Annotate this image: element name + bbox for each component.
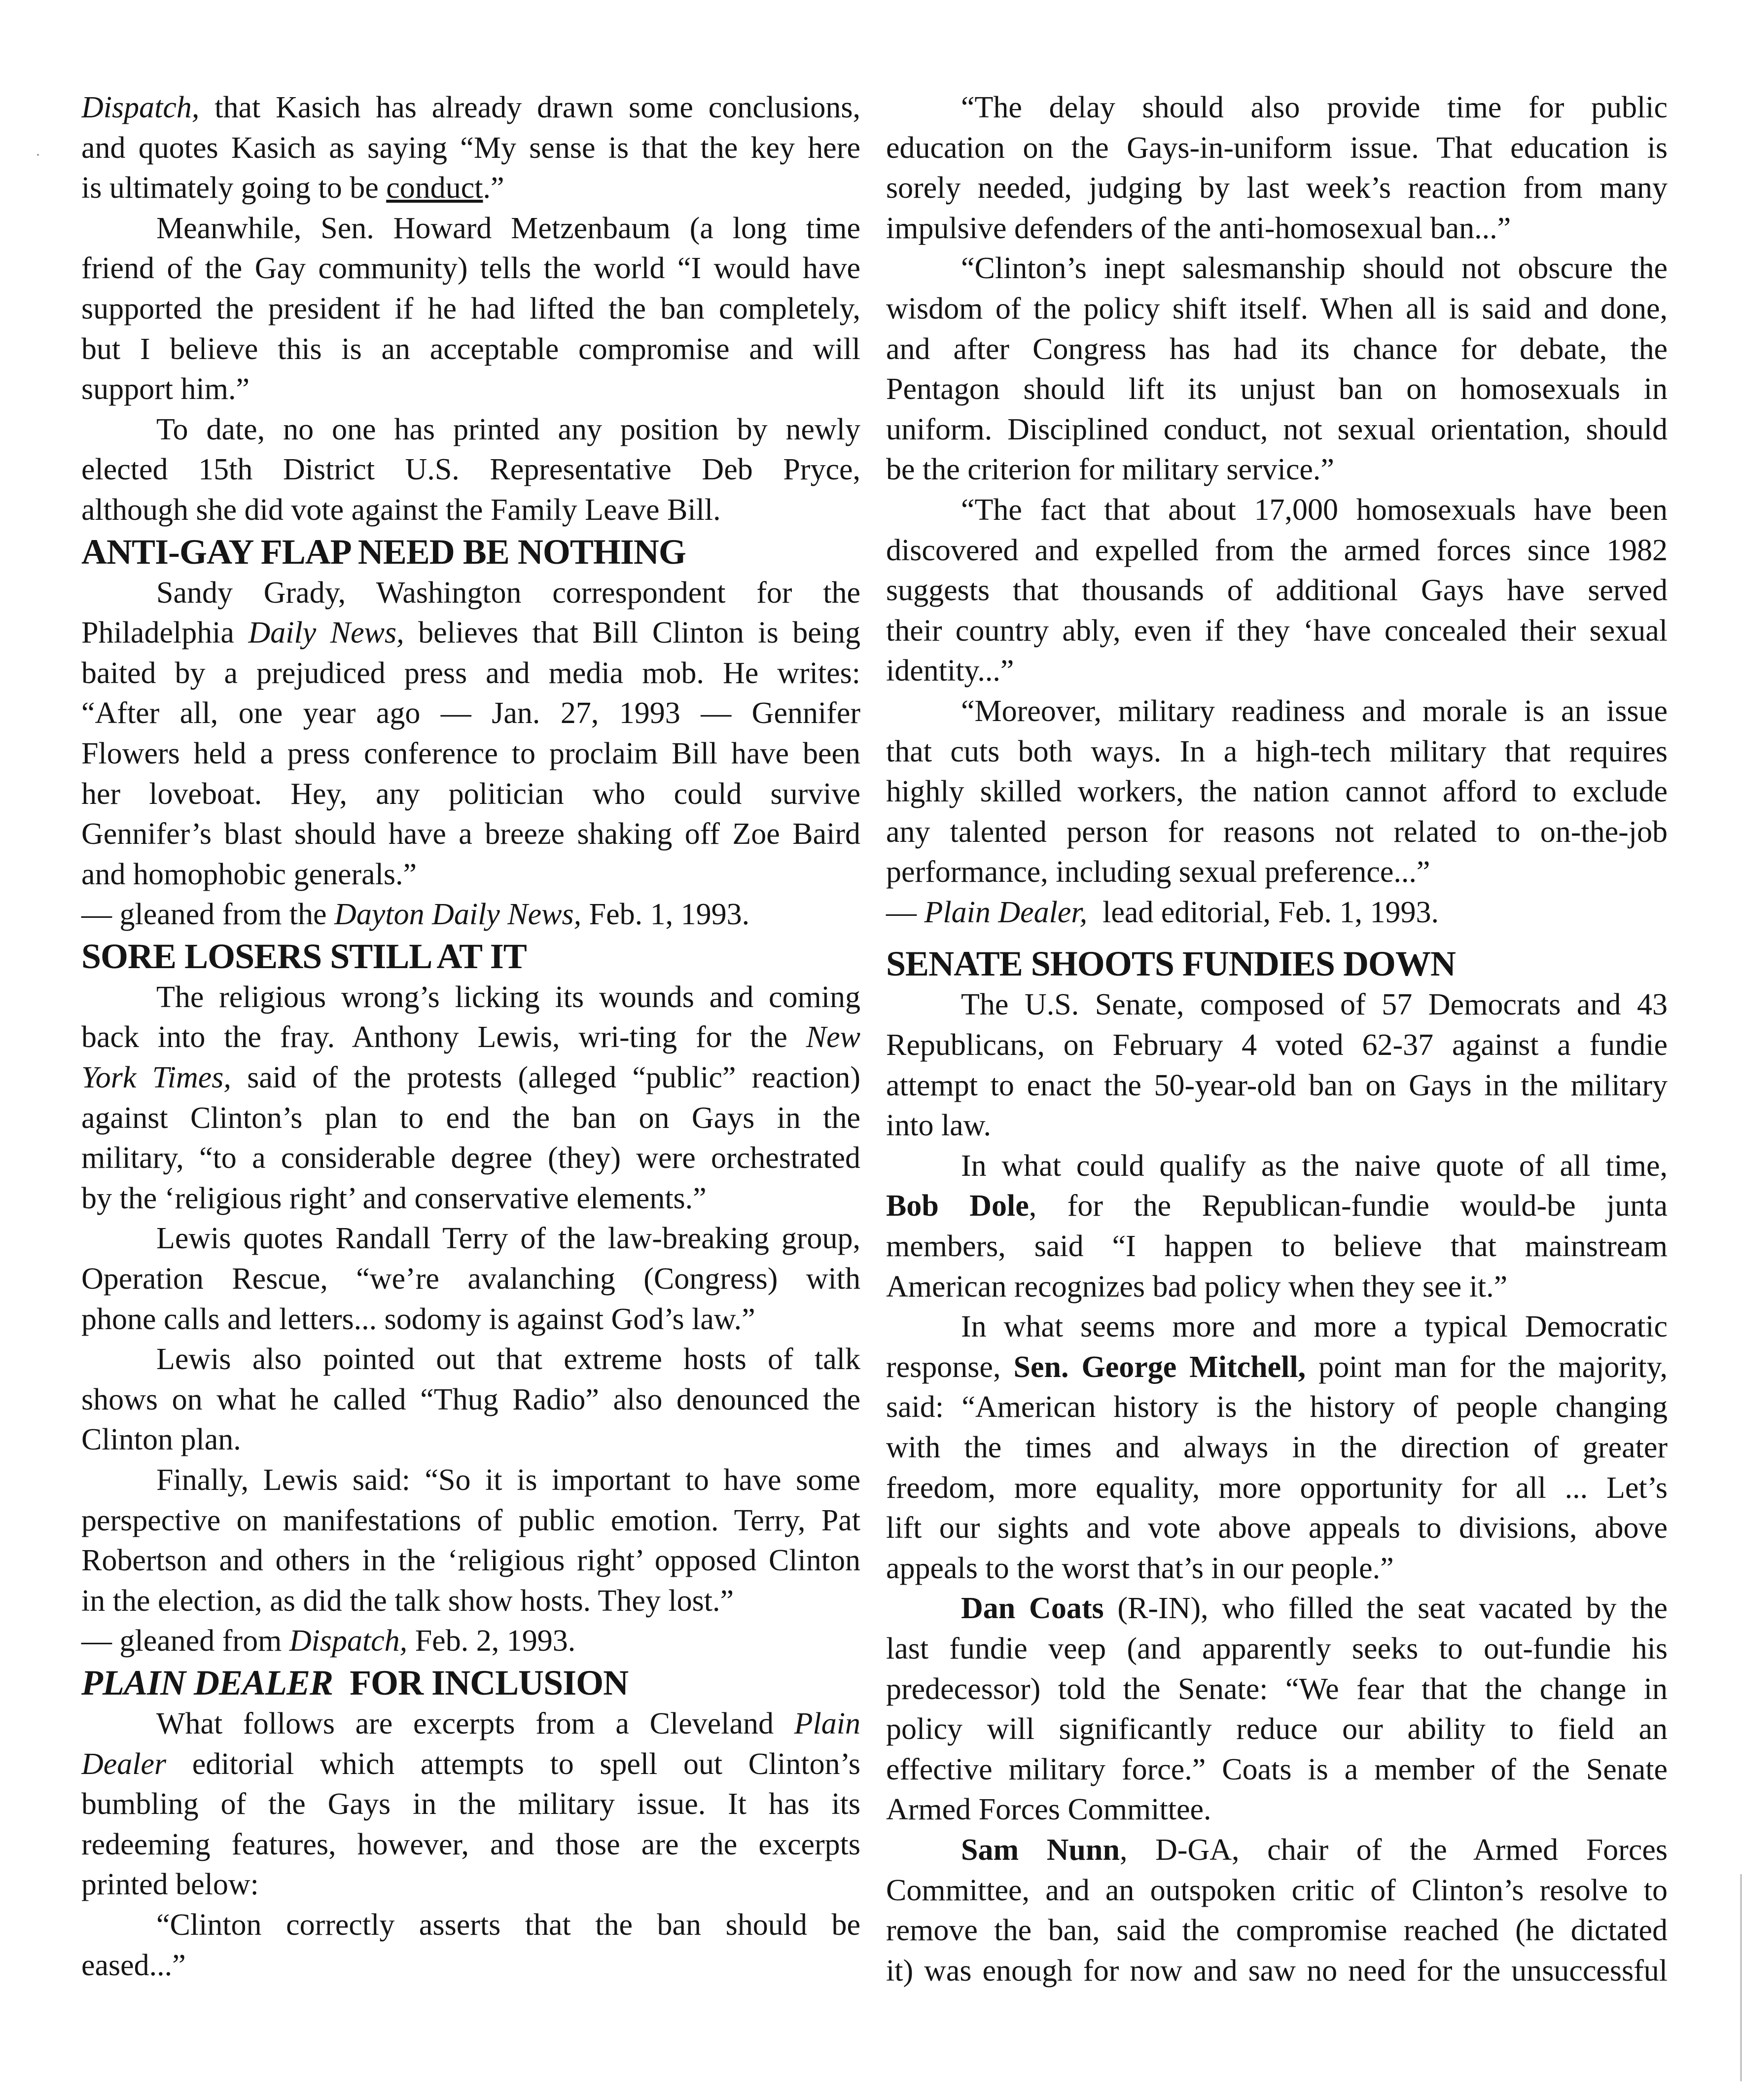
text-line: effective military force.” Coats is a member of the Senate — [886, 1752, 1668, 1786]
text-fragment: What follows are excerpts from a Cleveland — [156, 1706, 794, 1740]
text-line — [886, 1347, 1668, 1388]
text-line — [81, 1744, 860, 1785]
text-fragment: is ultimately going to be — [81, 171, 387, 205]
text-fragment: point man for the majority, — [1306, 1350, 1668, 1384]
person-name: Bob Dole — [886, 1189, 1029, 1223]
publication-name: Plain Dealer, — [924, 895, 1088, 929]
section-heading — [81, 1662, 860, 1704]
text-line: policy will significantly reduce our ability to field an — [886, 1712, 1668, 1746]
text-fragment: .” — [483, 171, 504, 205]
scan-edge-shadow — [1740, 1874, 1742, 2081]
text-line: In what could qualify as the naive quote of all time, — [961, 1149, 1668, 1183]
text-line: bumbling of the Gays in the military issue. It has its — [81, 1787, 860, 1821]
text-fragment: Feb. 1, 1993. — [581, 898, 750, 932]
text-line: discovered and expelled from the armed forces since 1982 — [886, 533, 1668, 567]
text-line: shows on what he called “Thug Radio” also denounced the — [81, 1382, 860, 1416]
text-line — [81, 168, 860, 209]
text-line — [886, 1589, 1668, 1629]
text-line: “After all, one year ago — Jan. 27, 1993 — Gennifer — [81, 696, 860, 730]
text-line: eased...” — [81, 1948, 186, 1982]
text-line: perspective on manifestations of public emotion. Terry, Pat — [81, 1503, 860, 1537]
text-line: “Moreover, military readiness and morale is an issue — [961, 694, 1668, 728]
section-heading: SORE LOSERS STILL AT IT — [81, 936, 527, 976]
text-line — [81, 1017, 860, 1058]
publication-name: York Times, — [81, 1061, 231, 1095]
text-line: support him.” — [81, 372, 249, 406]
text-line: “Clinton correctly asserts that the ban should be — [156, 1908, 860, 1942]
text-fragment: believes that Bill Clinton is being — [404, 616, 860, 650]
text-line: lift our sights and vote above appeals to divisions, above — [886, 1511, 1668, 1545]
text-fragment: editorial which attempts to spell out Clinton’s — [166, 1747, 860, 1781]
text-line: printed below: — [81, 1868, 259, 1902]
text-line: The U.S. Senate, composed of 57 Democrats and 43 — [961, 988, 1668, 1022]
text-line: Committee, and an outspoken critic of Clinton’s resolve to — [886, 1873, 1668, 1907]
text-fragment: back into the fray. Anthony Lewis, wri-ting for the — [81, 1020, 806, 1054]
text-line: performance, including sexual preference...” — [886, 855, 1430, 889]
publication-name: Daily News, — [248, 616, 404, 650]
text-line: “The delay should also provide time for public — [961, 91, 1668, 124]
left-column — [81, 88, 860, 1986]
text-line: To date, no one has printed any position by newly — [156, 412, 860, 446]
text-line: and homophobic generals.” — [81, 857, 417, 891]
heading-text: FOR INCLUSION — [333, 1663, 629, 1702]
text-line: “Clinton’s inept salesmanship should not obscure the — [961, 252, 1668, 286]
text-line: it) was enough for now and saw no need for the unsuccessful — [886, 1954, 1668, 1988]
text-line: elected 15th District U.S. Representative Deb Pryce, — [81, 453, 860, 487]
text-line — [81, 1058, 860, 1098]
publication-name: Dispatch, — [81, 91, 200, 124]
text-line: Robertson and others in the ‘religious right’ opposed Clinton — [81, 1544, 860, 1578]
section-heading: ANTI-GAY FLAP NEED BE NOTHING — [81, 532, 686, 572]
text-line: predecessor) told the Senate: “We fear that the change in — [886, 1672, 1668, 1706]
text-fragment: Feb. 2, 1993. — [407, 1624, 576, 1658]
text-line: friend of the Gay community) tells the world “I would have — [81, 252, 860, 286]
publication-name: Dealer — [81, 1747, 167, 1781]
text-line: Finally, Lewis said: “So it is important to have some — [156, 1463, 860, 1497]
text-line: In what seems more and more a typical Democratic — [961, 1310, 1668, 1344]
text-line: attempt to enact the 50-year-old ban on Gays in the military — [886, 1068, 1668, 1102]
text-line: education on the Gays-in-uniform issue. That education is — [886, 131, 1668, 165]
text-line: supported the president if he had lifted the ban completely, — [81, 291, 860, 326]
text-line: Gennifer’s blast should have a breeze shaking off Zoe Baird — [81, 817, 860, 851]
text-line: Operation Rescue, “we’re avalanching (Congress) with — [81, 1262, 860, 1296]
text-fragment: (R-IN), who filled the seat vacated by the — [1103, 1592, 1668, 1626]
text-line: Clinton plan. — [81, 1423, 241, 1457]
text-line: “The fact that about 17,000 homosexuals have been — [961, 493, 1668, 527]
publication-name: Dispatch, — [289, 1624, 408, 1658]
text-fragment: — — [886, 895, 924, 929]
text-line: Flowers held a press conference to proclaim Bill have been — [81, 736, 860, 770]
text-fragment: said of the protests (alleged “public” reaction) — [231, 1061, 860, 1095]
person-name: Dan Coats — [961, 1592, 1104, 1626]
text-line: baited by a prejudiced press and media mob. He writes: — [81, 656, 860, 690]
text-fragment: lead editorial, Feb. 1, 1993. — [1087, 895, 1439, 929]
text-line: impulsive defenders of the anti-homosexual ban...” — [886, 211, 1511, 245]
text-line: Republicans, on February 4 voted 62-37 against a fundie — [886, 1028, 1668, 1062]
text-line: members, said “I happen to believe that mainstream — [886, 1230, 1668, 1264]
text-line: against Clinton’s plan to end the ban on Gays in the — [81, 1101, 860, 1135]
text-line: Lewis also pointed out that extreme hosts of talk — [156, 1342, 860, 1376]
text-line — [81, 88, 860, 128]
text-line: into law. — [886, 1109, 991, 1143]
publication-name: Plain — [794, 1706, 860, 1740]
text-fragment: that Kasich has already drawn some conclusions, — [199, 91, 860, 124]
text-line — [886, 1186, 1668, 1227]
right-column — [886, 88, 1668, 1991]
text-line: and quotes Kasich as saying “My sense is that the key here — [81, 131, 860, 165]
text-line: Pentagon should lift its unjust ban on homosexuals in — [886, 372, 1668, 406]
text-fragment: — gleaned from — [81, 1624, 289, 1658]
text-fragment: Philadelphia — [81, 616, 249, 650]
text-fragment: response, — [886, 1350, 1014, 1384]
publication-name: New — [806, 1020, 860, 1054]
text-line: Armed Forces Committee. — [886, 1793, 1211, 1827]
underlined-word: conduct — [386, 171, 483, 205]
text-line: said: “American history is the history of people changing — [886, 1390, 1668, 1424]
text-line: uniform. Disciplined conduct, not sexual orientation, should — [886, 412, 1668, 446]
text-line: highly skilled workers, the nation cannot afford to exclude — [886, 775, 1668, 809]
text-line: redeeming features, however, and those are the excerpts — [81, 1827, 860, 1861]
text-line: in the election, as did the talk show hosts. They lost.” — [81, 1584, 734, 1618]
text-line: appeals to the worst that’s in our people.” — [886, 1551, 1394, 1585]
text-line: last fundie veep (and apparently seeks to out-fundie his — [886, 1631, 1668, 1666]
text-line: suggests that thousands of additional Gays have served — [886, 574, 1668, 608]
text-line: any talented person for reasons not related to on-the-job — [886, 815, 1668, 849]
text-fragment: — gleaned from the — [81, 898, 335, 932]
person-name: Sam Nunn — [961, 1833, 1120, 1867]
text-line: identity...” — [886, 654, 1014, 688]
text-line: American recognizes bad policy when they see it.” — [886, 1269, 1508, 1303]
text-line: by the ‘religious right’ and conservative elements.” — [81, 1181, 707, 1215]
text-line: Meanwhile, Sen. Howard Metzenbaum (a long time — [156, 211, 860, 245]
section-heading: SENATE SHOOTS FUNDIES DOWN — [886, 944, 1456, 984]
person-name: Sen. George Mitchell, — [1013, 1350, 1306, 1384]
publication-name: Dayton Daily News, — [334, 898, 582, 932]
text-line: military, “to a considerable degree (they) were orchestrated — [81, 1141, 860, 1175]
text-line: wisdom of the policy shift itself. When all is said and done, — [886, 291, 1668, 326]
text-line: be the criterion for military service.” — [886, 453, 1334, 487]
text-line: The religious wrong’s licking its wounds and coming — [156, 980, 860, 1014]
text-line — [81, 1704, 860, 1744]
heading-publication-name: PLAIN DEALER — [81, 1663, 333, 1702]
text-line: freedom, more equality, more opportunity for all ... Let’s — [886, 1471, 1668, 1505]
text-line — [886, 1830, 1668, 1871]
source-citation — [81, 895, 860, 935]
text-line: although she did vote against the Family Leave Bill. — [81, 493, 721, 527]
text-line: but I believe this is an acceptable compromise and will — [81, 332, 860, 366]
text-fragment: , for the Republican-fundie would-be junta — [1029, 1189, 1668, 1223]
text-line: Lewis quotes Randall Terry of the law-breaking group, — [156, 1222, 860, 1256]
text-fragment: , D-GA, chair of the Armed Forces — [1119, 1833, 1668, 1867]
text-line: with the times and always in the direction of greater — [886, 1431, 1668, 1464]
text-line: phone calls and letters... sodomy is against God’s law.” — [81, 1302, 755, 1336]
text-line: that cuts both ways. In a high-tech military that requires — [886, 734, 1668, 768]
text-line: her loveboat. Hey, any politician who could survive — [81, 777, 860, 811]
text-line — [81, 613, 860, 653]
text-line: and after Congress has had its chance for debate, the — [886, 332, 1668, 366]
scan-speck — [37, 154, 39, 156]
source-citation — [81, 1621, 860, 1662]
text-line: Sandy Grady, Washington correspondent for the — [156, 576, 860, 610]
text-line: their country ably, even if they ‘have concealed their sexual — [886, 614, 1668, 648]
text-line: remove the ban, said the compromise reached (he dictated — [886, 1914, 1668, 1948]
source-citation — [886, 893, 1668, 933]
text-line: sorely needed, judging by last week’s reaction from many — [886, 171, 1668, 205]
